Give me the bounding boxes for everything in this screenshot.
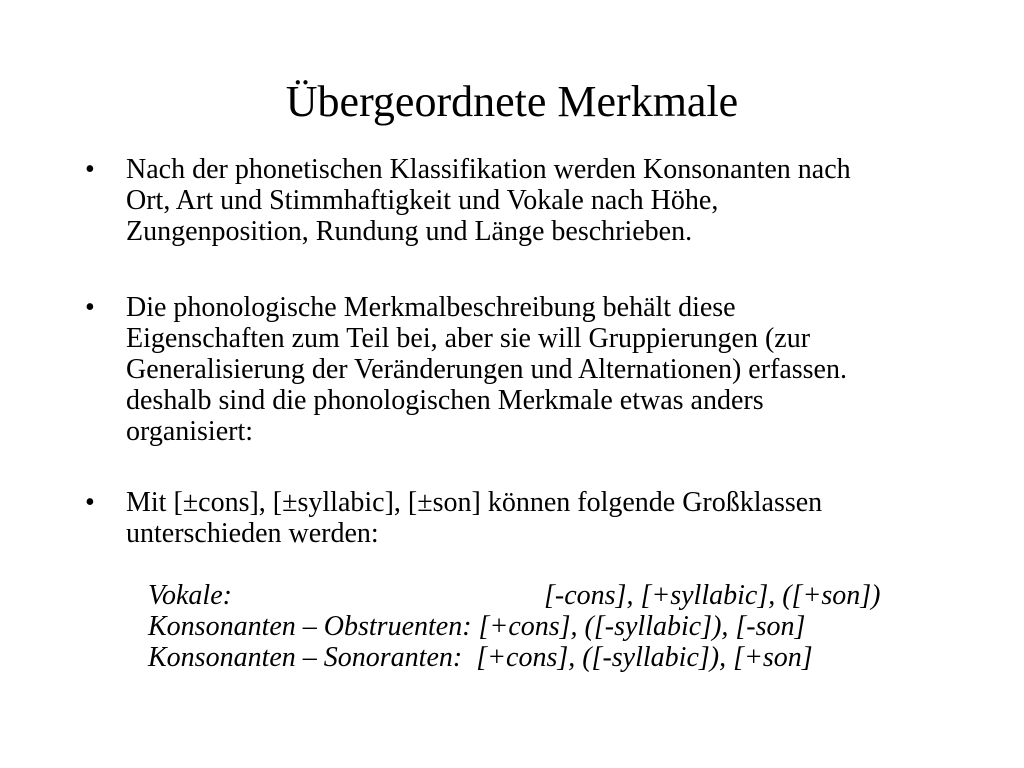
feature-value: [+cons], ([-syllabic]), [-son]: [478, 611, 806, 642]
feature-value: [-cons], [+syllabic], ([+son]): [544, 580, 881, 611]
bullet-text-line: unterschieden werden:: [126, 518, 379, 549]
bullet-text-line: Die phonologische Merkmalbeschreibung behält diese: [126, 292, 736, 323]
feature-label: Konsonanten – Obstruenten:: [148, 611, 472, 642]
feature-value: [+cons], ([-syllabic]), [+son]: [476, 642, 813, 673]
bullet-item-phonetic-classification: [0, 154, 1024, 247]
bullet-marker: •: [85, 154, 95, 185]
bullet-text-line: Mit [±cons], [±syllabic], [±son] können folgende Großklassen: [126, 487, 823, 518]
feature-row-sonorants: [148, 642, 964, 673]
bullet-text-line: organisiert:: [126, 416, 254, 447]
feature-row-obstruents: [148, 611, 964, 642]
bullet-text-line: Zungenposition, Rundung und Länge beschrieben.: [126, 216, 693, 247]
bullet-marker: •: [85, 292, 95, 323]
feature-label: Konsonanten – Sonoranten:: [148, 642, 463, 673]
bullet-text-line: Eigenschaften zum Teil bei, aber sie will Gruppierungen (zur: [126, 323, 811, 354]
bullet-marker: •: [85, 487, 95, 518]
feature-table: [126, 580, 964, 673]
bullet-text-line: Nach der phonetischen Klassifikation werden Konsonanten nach: [126, 154, 851, 185]
slide-title: Übergeordnete Merkmale: [285, 77, 739, 126]
feature-label: Vokale:: [148, 580, 232, 611]
bullet-item-phonological-description: [0, 292, 1024, 447]
feature-row-vowels: [148, 580, 964, 611]
bullet-text-line: Ort, Art und Stimmhaftigkeit und Vokale nach Höhe,: [126, 185, 719, 216]
bullet-text-line: deshalb sind die phonologischen Merkmale etwas anders: [126, 385, 764, 416]
bullet-item-major-classes: [0, 487, 1024, 673]
bullet-text-line: Generalisierung der Veränderungen und Alternationen) erfassen.: [126, 354, 847, 385]
